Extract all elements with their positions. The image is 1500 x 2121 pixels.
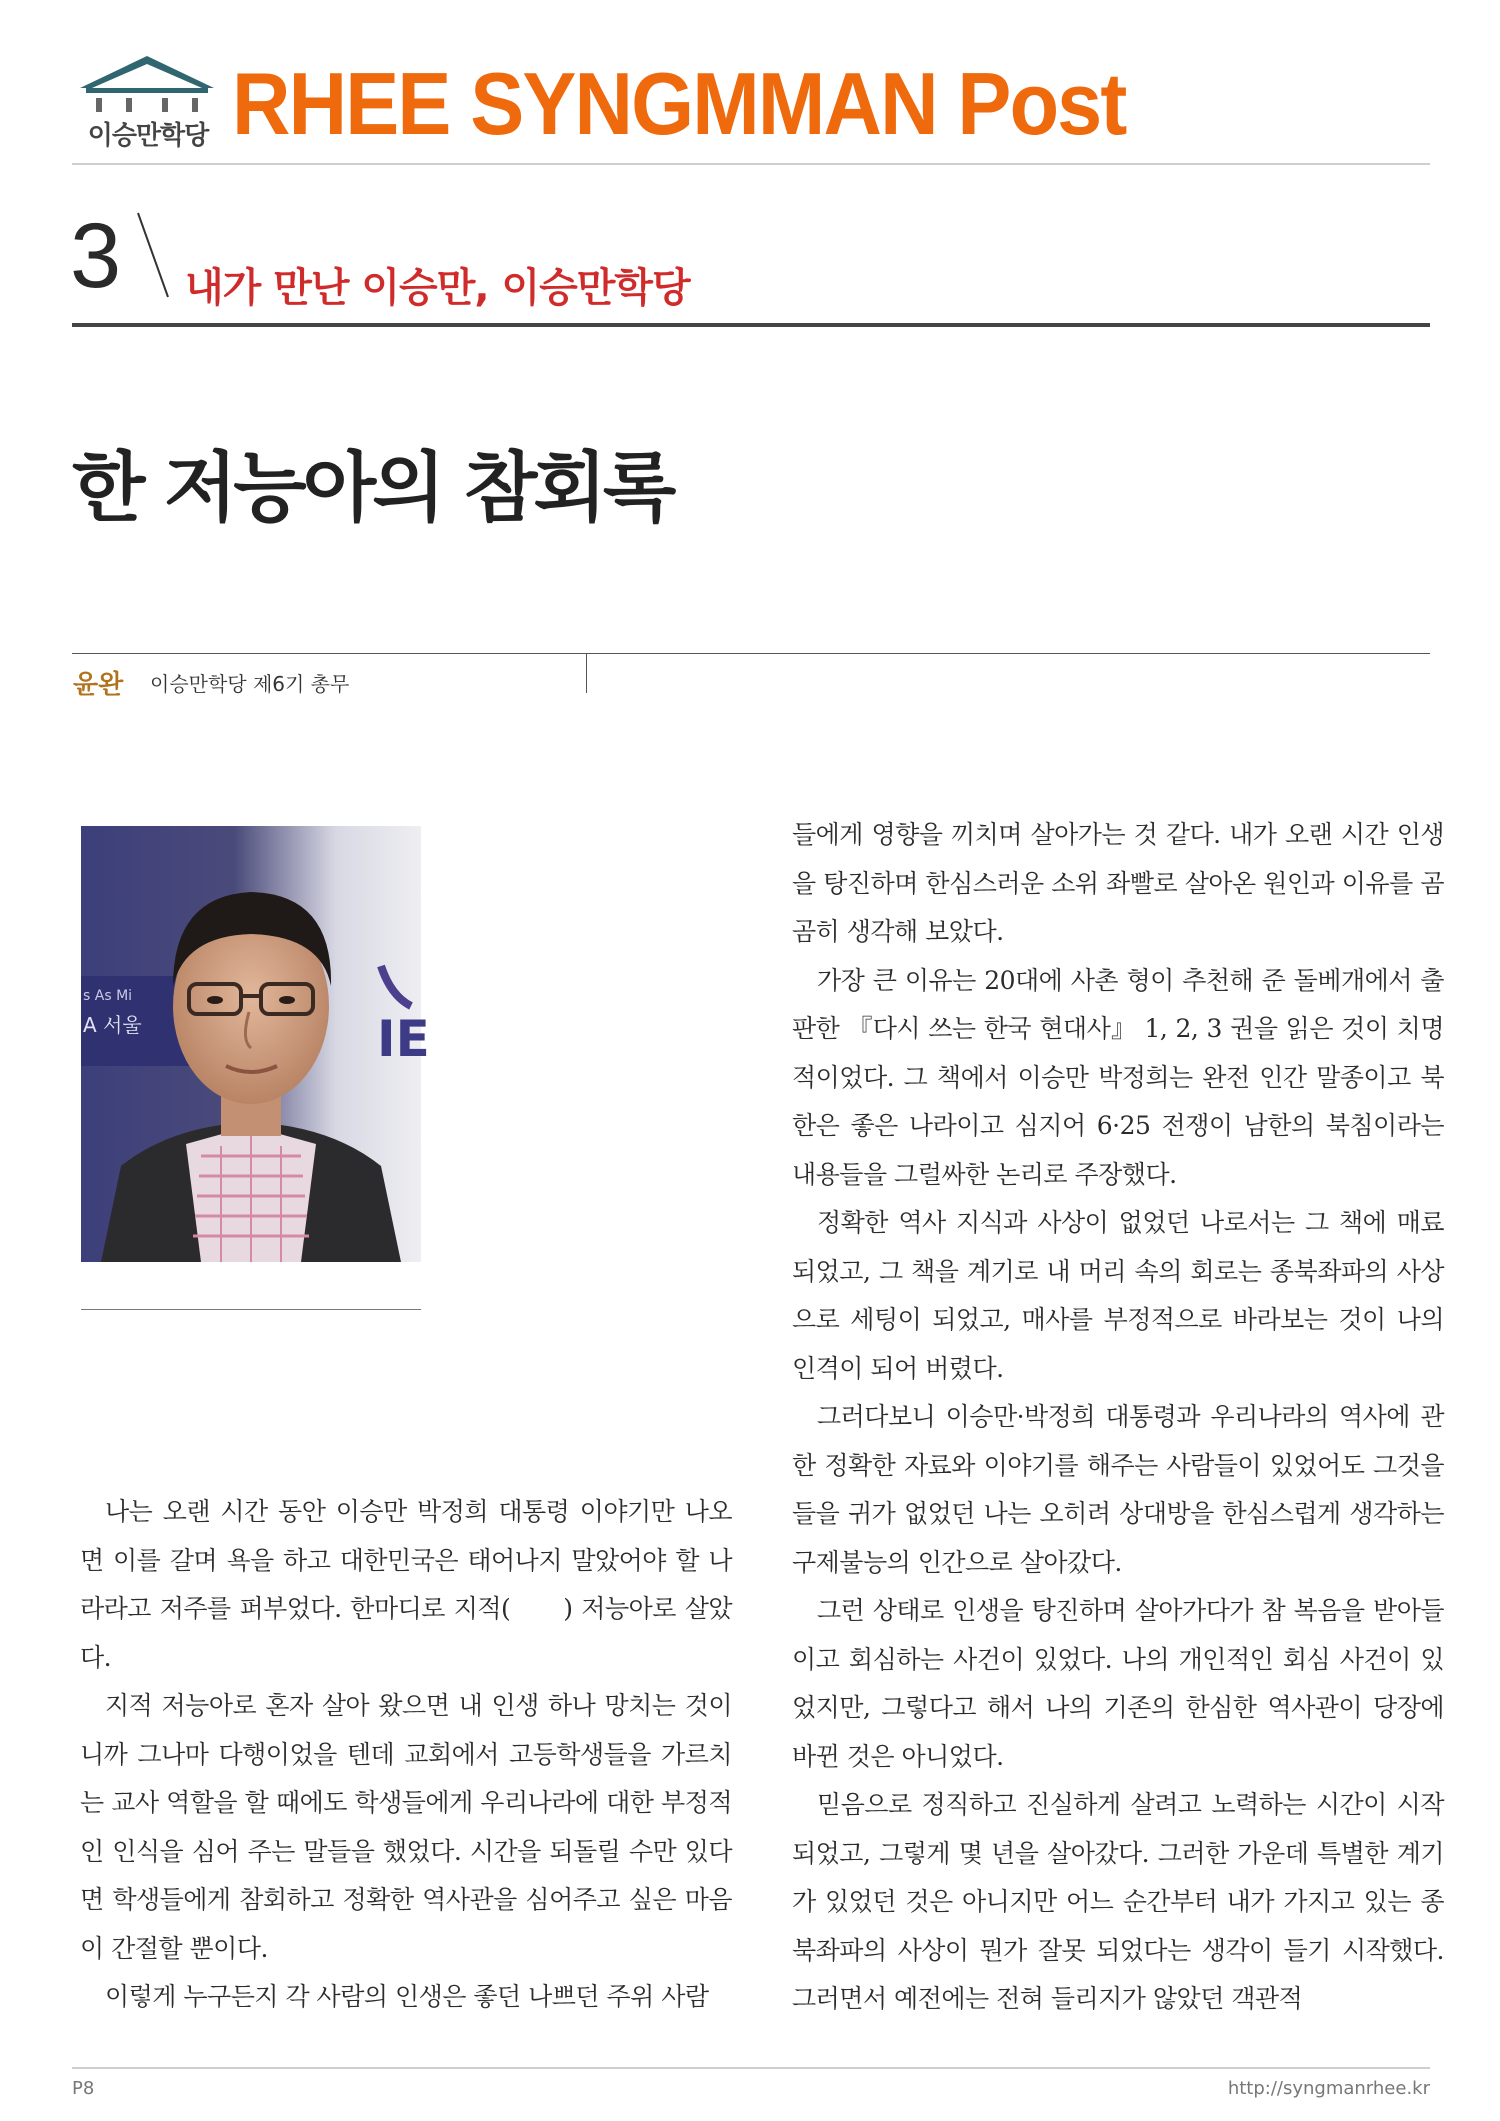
paragraph: 그런 상태로 인생을 탕진하며 살아가다가 참 복음을 받아들이고 회심하는 사건이 있었다. 나의 개인적인 회심 사건이 있었지만, 그렇다고 해서 나의 기존의 한심한 역사관이 당장에 바뀐 것은 아니었다.: [792, 1596, 1444, 1771]
article-body-left-column: [80, 1488, 732, 2022]
banner-text-1: s As Mi: [83, 988, 133, 1004]
paragraph: 가장 큰 이유는 20대에 사촌 형이 추천해 준 돌베개에서 출판한 『다시 쓰는 한국 현대사』 1, 2, 3 권을 읽은 것이 치명적이었다. 그 책에서 이승만 박정희는 완전 인간 말종이고 북한은 좋은 나라이고 심지어 6·25 전쟁이 남한의 북침이라는 내용들을 그럴싸한 논리로 주장했다.: [792, 965, 1444, 1189]
section-divider: [72, 323, 1430, 327]
paragraph: 그러다보니 이승만·박정희 대통령과 우리나라의 역사에 관한 정확한 자료와 이야기를 해주는 사람들이 있었어도 그것을 들을 귀가 없었던 나는 오히려 상대방을 한심스럽게 생각하는 구제불능의 인간으로 살아갔다.: [792, 1402, 1444, 1577]
author-photo: [81, 826, 430, 1262]
page-number: P8: [72, 2078, 95, 2099]
section-title: 내가 만난 이승만, 이승만학당: [185, 265, 690, 311]
section-number: 3: [70, 205, 122, 307]
publication-title: RHEE SYNGMMAN Post: [232, 54, 1126, 153]
article-headline: 한 저능아의 참회록: [72, 443, 673, 532]
paragraph: 지적 저능아로 혼자 살아 왔으면 내 인생 하나 망치는 것이니까 그나마 다행이었을 텐데 교회에서 고등학생들을 가르치는 교사 역할을 할 때에도 학생들에게 우리나라에 대한 부정적인 인식을 심어 주는 말들을 했었다. 시간을 되돌릴 수만 있다면 학생들에게 참회하고 정확한 역사관을 심어주고 싶은 마음이 간절할 뿐이다.: [80, 1691, 732, 1963]
section-slash-icon: [130, 205, 190, 305]
header-divider: [72, 163, 1430, 165]
logo-text: 이승만학당: [87, 121, 209, 151]
author-separator: [586, 653, 587, 693]
photo-divider: [81, 1309, 421, 1310]
author-portrait-image: [81, 826, 430, 1262]
article-body-right-column: [792, 811, 1444, 2024]
paragraph: 이렇게 누구든지 각 사람의 인생은 좋던 나쁘던 주위 사람: [105, 1982, 709, 2011]
footer-url: http://syngmanrhee.kr: [1227, 2078, 1430, 2099]
banner-text-3: IE: [377, 1010, 430, 1068]
paragraph-continued: 들에게 영향을 끼치며 살아가는 것 같다. 내가 오랜 시간 인생을 탕진하며 한심스러운 소위 좌빨로 살아온 원인과 이유를 곰곰히 생각해 보았다.: [792, 820, 1444, 946]
paragraph: 믿음으로 정직하고 진실하게 살려고 노력하는 시간이 시작 되었고, 그렇게 몇 년을 살아갔다. 그러한 가운데 특별한 계기가 있었던 것은 아니지만 어느 순간부터 내가 가지고 있는 종북좌파의 사상이 뭔가 잘못 되었다는 생각이 들기 시작했다. 그러면서 예전에는 전혀 들리지가 않았던 객관적: [792, 1790, 1444, 2013]
author-divider: [72, 653, 1430, 654]
paragraph: 나는 오랜 시간 동안 이승만 박정희 대통령 이야기만 나오면 이를 갈며 욕을 하고 대한민국은 태어나지 말았어야 할 나라라고 저주를 퍼부었다. 한마디로 지적( ) 저능아로 살았다.: [80, 1497, 732, 1672]
footer-divider: [72, 2067, 1430, 2069]
banner-text-2: A 서울: [83, 1013, 142, 1037]
author-name: 윤완: [73, 670, 124, 700]
author-role: 이승만학당 제6기 총무: [150, 672, 350, 696]
paragraph: 정확한 역사 지식과 사상이 없었던 나로서는 그 책에 매료되었고, 그 책을 계기로 내 머리 속의 회로는 종북좌파의 사상으로 세팅이 되었고, 매사를 부정적으로 바라보는 것이 나의 인격이 되어 버렸다.: [792, 1208, 1444, 1383]
